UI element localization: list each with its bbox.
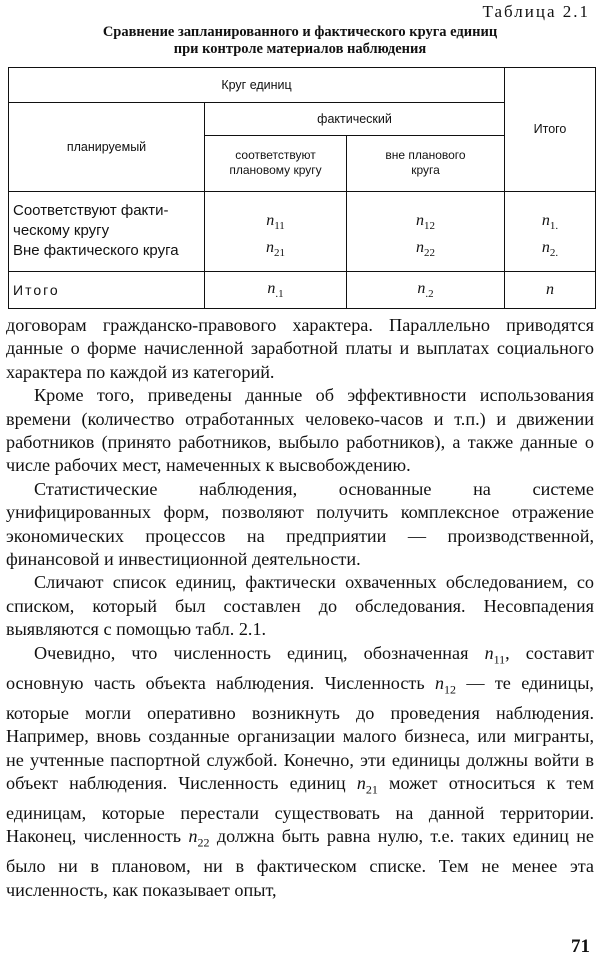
p5-part-b: , составит основную часть объекта наблюдения. Численность <box>6 642 594 693</box>
cell-n1dot-sub: 1. <box>549 220 559 233</box>
cell-n11-sub: 11 <box>274 220 285 233</box>
header-actual: фактический <box>205 103 505 136</box>
cell-n2dot: n <box>541 239 550 257</box>
comparison-table <box>8 67 596 309</box>
cell-n21-sub: 21 <box>274 247 285 260</box>
p5-var-n21-letter: n <box>356 772 366 793</box>
subheader-match-line1: соответствуют <box>235 148 316 163</box>
subheader-outside <box>347 136 505 191</box>
p5-var-n11-letter: n <box>484 642 494 663</box>
cell-n2dot-sub: 2. <box>549 247 559 260</box>
cell-n12-sub: 12 <box>424 220 435 233</box>
p5-part-c: — те единицы, которые могли оперативно возникнуть до проведения наблюдения. Например, вновь созданные организации малого бизнеса, или мигранты, не учтенные паспортной службой. Конечно, эти единицы должны войти в объект наблюдения. Численность единиц <box>6 672 594 793</box>
p5-var-n12-letter: n <box>435 672 444 693</box>
header-krug: Круг единиц <box>9 68 505 103</box>
table-number: Таблица 2.1 <box>482 2 590 21</box>
p5-var-n21-sub: 21 <box>365 782 378 797</box>
cell-total-values <box>505 191 596 271</box>
p5-var-n11-sub: 11 <box>493 652 506 667</box>
cell-ndot1-var: n <box>267 279 276 297</box>
page-number: 71 <box>571 936 590 957</box>
p5-part-d: может относиться к тем единицам, которые перестали существовать на данной территории. Наконец, численность <box>6 772 594 847</box>
cell-ndot2 <box>347 271 505 308</box>
p5-part-e: должна быть равна нулю, т.е. таких единиц не было ни в плановом, ни в фактическом списке. Тем не менее эта численность, как показывает опыт, <box>6 826 595 900</box>
total-row-label: Итого <box>9 271 205 308</box>
paragraph-5 <box>6 642 594 902</box>
p5-var-n22-sub: 22 <box>197 835 210 850</box>
cell-n-total: n <box>505 271 596 308</box>
header-total: Итого <box>505 68 596 192</box>
cell-n1dot: n <box>541 211 550 229</box>
cell-n22-sub: 22 <box>424 247 435 260</box>
p5-part-a: Очевидно, что численность единиц, обозначенная <box>34 642 485 663</box>
paragraph-3: Статистические наблюдения, основанные на системе унифицированных форм, позволяют получить комплексное отражение экономических процессов на предприятии — производственной, финансовой и инвестиционной деятельности. <box>6 478 594 570</box>
p5-var-n22-letter: n <box>188 826 198 847</box>
cell-n11: n <box>266 211 275 229</box>
header-planned: планируемый <box>9 103 205 191</box>
cell-n12: n <box>416 211 424 229</box>
p5-var-n11 <box>484 642 506 667</box>
cell-ndot2-var: n <box>417 279 426 297</box>
row1-label-line1: Соответствуют факти- <box>13 202 169 220</box>
row1-label-line2: ческому кругу <box>13 222 110 240</box>
row-labels <box>9 191 205 271</box>
body-text <box>6 314 594 902</box>
p5-var-n22 <box>188 826 210 850</box>
table-caption <box>0 24 600 58</box>
row2-label: Вне фактического круга <box>13 242 179 260</box>
cell-match-values <box>205 191 347 271</box>
paragraph-1: договорам гражданско-правового характера. Параллельно приводятся данные о форме начисленной заработной платы и выплатах социального характера по каждой из категорий. <box>6 315 594 382</box>
subheader-outside-line2: круга <box>411 163 440 178</box>
cell-n22: n <box>416 239 424 257</box>
p5-var-n12-sub: 12 <box>444 682 456 697</box>
cell-ndot2-sub: .2 <box>425 287 434 300</box>
paragraph-2: Кроме того, приведены данные об эффективности использования времени (количество отработанных человеко-часов и т.п.) и движении работников (принято работников, выбыло работников), а также данные о числе рабочих мест, намеченных к высвобождению. <box>6 385 594 476</box>
p5-var-n12 <box>435 672 456 697</box>
caption-line-2: при контроле материалов наблюдения <box>173 41 427 57</box>
cell-outside-values <box>347 191 505 271</box>
cell-n21: n <box>266 239 274 257</box>
subheader-match-line2: плановому кругу <box>229 163 322 178</box>
subheader-outside-line1: вне планового <box>385 148 466 163</box>
cell-ndot1-sub: .1 <box>275 287 284 300</box>
paragraph-4: Сличают список единиц, фактически охваченных обследованием, со списком, который был составлен до обследования. Несовпадения выявляются с помощью табл. 2.1. <box>6 572 594 640</box>
subheader-match <box>205 136 347 191</box>
cell-ndot1 <box>205 271 347 308</box>
p5-var-n21 <box>356 772 378 797</box>
caption-line-1: Сравнение запланированного и фактического круга единиц <box>102 24 498 40</box>
